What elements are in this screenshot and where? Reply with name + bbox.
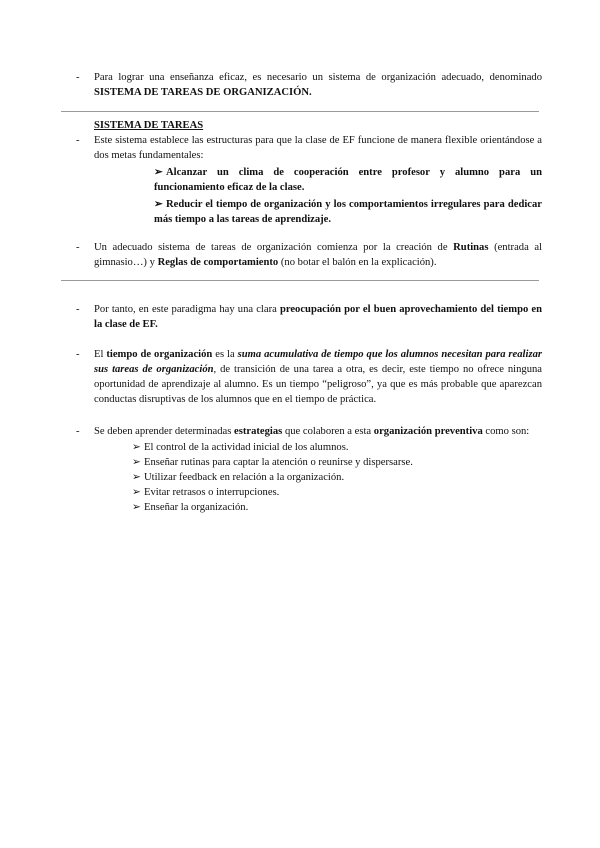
intro-bold: SISTEMA DE TAREAS DE ORGANIZACIÓN. bbox=[94, 87, 312, 98]
arrow-icon: ➢ bbox=[132, 457, 141, 468]
sistema-paragraph: Este sistema establece las estructuras para que la clase de EF funcione de manera flexible orientándose a dos metas fundamentales: bbox=[94, 135, 542, 161]
bullet-dash: - bbox=[76, 72, 80, 83]
list-item: ➢ Enseñar rutinas para captar la atención o reunirse y dispersarse. bbox=[132, 457, 413, 468]
organizacion-preventiva-bold: organización preventiva bbox=[373, 426, 483, 437]
arrow-icon: ➢ bbox=[132, 487, 141, 498]
tiempo-bold: tiempo de organización bbox=[106, 349, 213, 360]
list-item: ➢ Enseñar la organización. bbox=[132, 502, 249, 513]
estrategias-bold: estrategias bbox=[234, 426, 283, 437]
list-item: ➢ Utilizar feedback en relación a la organización. bbox=[132, 472, 345, 483]
bullet-dash: - bbox=[76, 135, 80, 146]
sistema-item bbox=[76, 133, 542, 227]
paradigma-item bbox=[76, 302, 542, 332]
goal-1: ➢ Alcanzar un clima de cooperación entre profesor y alumno para un funcionamiento eficaz de la clase. bbox=[154, 167, 542, 193]
bullet-dash: - bbox=[76, 242, 80, 253]
list-item: ➢ El control de la actividad inicial de los alumnos. bbox=[132, 442, 349, 453]
paradigma-paragraph: Por tanto, en este paradigma hay una clara preocupación por el buen aprovechamiento del tiempo en la clase de EF. bbox=[94, 304, 542, 330]
arrow-icon: ➢ bbox=[132, 442, 141, 453]
paradigma-bold: preocupación por el buen aprovechamiento del tiempo en la clase de EF. bbox=[94, 304, 542, 330]
bullet-dash: - bbox=[76, 304, 80, 315]
bullet-dash: - bbox=[76, 349, 80, 360]
intro-item bbox=[76, 70, 542, 100]
arrow-icon: ➢ bbox=[132, 472, 141, 483]
bullet-dash: - bbox=[76, 426, 80, 437]
arrow-icon: ➢ bbox=[154, 167, 163, 178]
estrategias-item bbox=[76, 424, 542, 515]
tiempo-paragraph: El tiempo de organización es la suma acumulativa de tiempo que los alumnos necesitan para realizar sus tareas de organización, de transición de una tarea a otra, es decir, este tiempo no ofrece ninguna oportunidad de aprendizaje al alumno. Es un tiempo “peligroso”, ya que es más probable que aparezcan conductas disruptivas de los alumnos que en el tiempo de práctica. bbox=[94, 349, 542, 405]
goal-2: ➢ Reducir el tiempo de organización y los comportamientos irregulares para dedicar más tiempo a las tareas de aprendizaje. bbox=[154, 199, 542, 225]
estrategias-paragraph: Se deben aprender determinadas estrategias que colaboren a esta organización preventiva como son: bbox=[94, 426, 530, 437]
rutinas-bold: Rutinas bbox=[453, 242, 489, 253]
rutinas-paragraph: Un adecuado sistema de tareas de organización comienza por la creación de Rutinas (entrada al gimnasio…) y Reglas de comportamiento (no botar el balón en la explicación). bbox=[94, 242, 543, 268]
sistema-section bbox=[76, 118, 542, 133]
divider bbox=[61, 280, 539, 281]
rutinas-item bbox=[76, 240, 542, 270]
reglas-bold: Reglas de comportamiento bbox=[157, 257, 279, 268]
list-item: ➢ Evitar retrasos o interrupciones. bbox=[132, 487, 280, 498]
intro-paragraph: Para lograr una enseñanza eficaz, es necesario un sistema de organización adecuado, denominado SISTEMA DE TAREAS DE ORGANIZACIÓN. bbox=[94, 72, 542, 98]
strategy-list bbox=[132, 440, 542, 515]
arrow-icon: ➢ bbox=[132, 502, 141, 513]
divider bbox=[61, 111, 539, 112]
section-heading: SISTEMA DE TAREAS bbox=[94, 120, 204, 131]
tiempo-item bbox=[76, 347, 542, 407]
tiempo-bold-italic: suma acumulativa de tiempo que los alumnos necesitan para realizar sus tareas de organización bbox=[94, 349, 542, 375]
arrow-icon: ➢ bbox=[154, 199, 163, 210]
